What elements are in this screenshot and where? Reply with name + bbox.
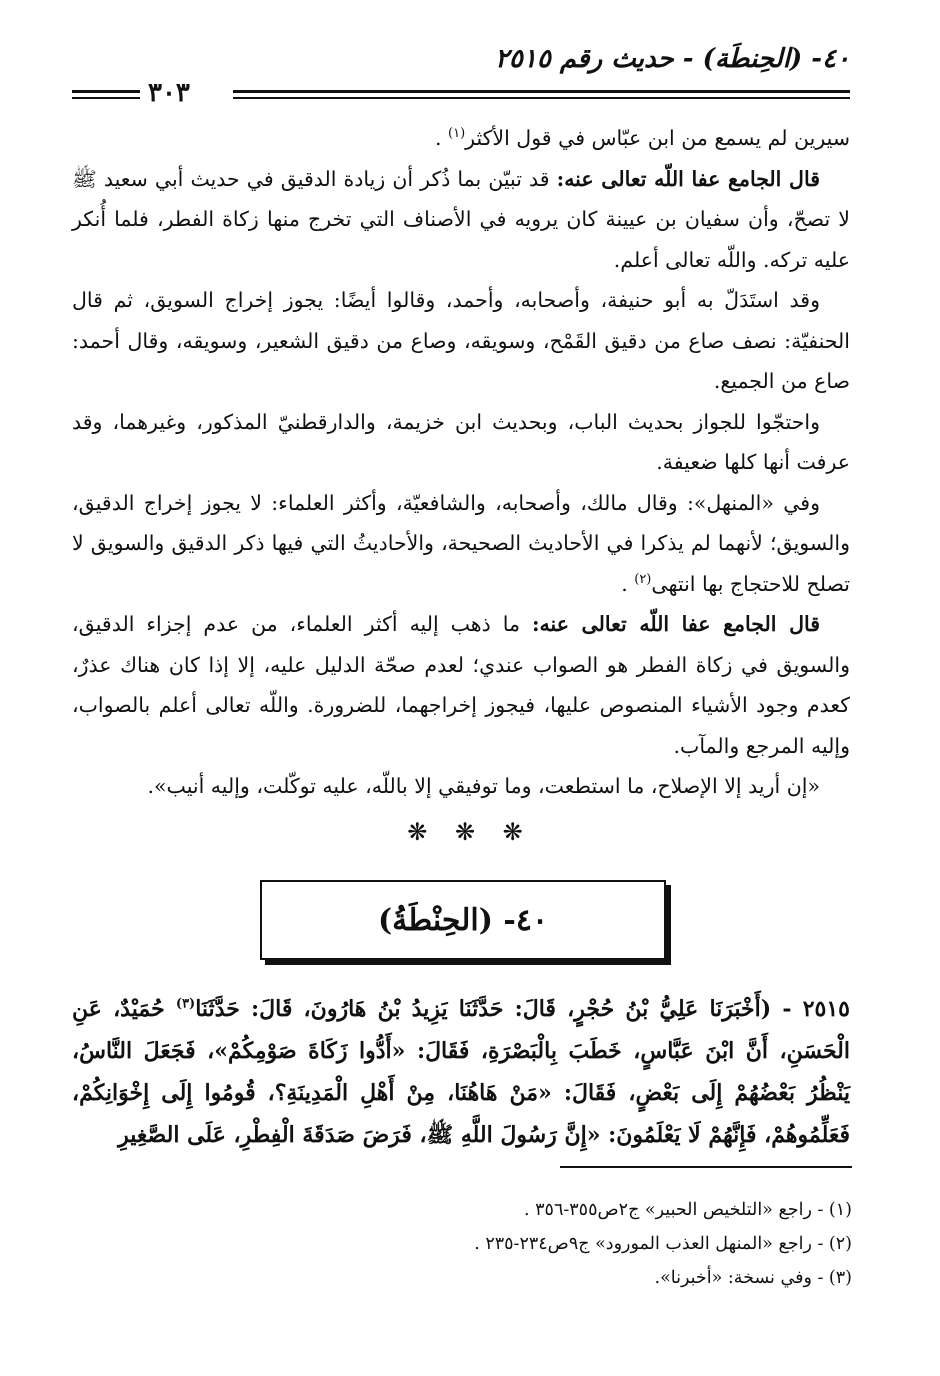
- paragraph: واحتجّوا للجواز بحديث الباب، وبحديث ابن خزيمة، والدارقطنيّ المذكور، وغيرهما، وقد عرفت أنها كلها ضعيفة.: [72, 409, 850, 474]
- author-remark-label: قال الجامع عفا اللّه تعالى عنه:: [531, 612, 821, 636]
- header-rule: [72, 97, 140, 99]
- page-number: ٣٠٣: [148, 78, 190, 108]
- footnote-item: (٣) - وفي نسخة: «أخبرنا».: [654, 1268, 852, 1288]
- chapter-title: ٤٠- (الحِنْطَةُ): [377, 902, 549, 938]
- paragraph: قال الجامع عفا اللّه تعالى عنه: ما ذهب إليه أكثر العلماء، من عدم إجزاء الدقيق، والسويق في زكاة الفطر هو الصواب عندي؛ لعدم صحّة الدليل عليه، إلا إذا كان هناك عذرٌ، كعدم وجود الأشياء المنصوص عليها، فيجوز إخراجهما، للضرورة. واللّه تعالى أعلم بالصواب، وإليه المرجع والمآب.: [72, 612, 850, 758]
- author-remark-label: قال الجامع عفا اللّه تعالى عنه:: [556, 166, 820, 191]
- footnote-ref: (١): [448, 126, 466, 142]
- header-rule: [233, 97, 850, 99]
- section-separator: ❋ ❋ ❋: [407, 818, 533, 846]
- paragraph: وفي «المنهل»: وقال مالك، وأصحابه، والشافعيّة، وأكثر العلماء: لا يجوز إخراج الدقيق، والسويق؛ لأنهما لم يذكرا في الأحاديث الصحيحة، والأحاديثُ التي فيها ذكر الدقيق والسويق لا تصلح للاحتجاج بها انتهى$^{(٢)}$ .: [72, 490, 850, 596]
- body-text: [72, 118, 850, 807]
- hadith-text: [72, 988, 850, 1156]
- paragraph: وقد استَدَلّ به أبو حنيفة، وأصحابه، وأحمد، وقالوا أيضًا: يجوز إخراج السويق، ثم قال الحنفيّة: نصف صاع من دقيق القَمْح، وسويقه، وصاع من دقيق الشعير، وسويقه، وقال أحمد: صاع من الجميع.: [72, 288, 850, 393]
- footnote-ref: (٣): [175, 996, 196, 1012]
- footnote-item: (٢) - راجع «المنهل العذب المورود» ج٩ص٢٣٤-٢٣٥ .: [474, 1234, 852, 1254]
- running-header-title: ٤٠- (الحِنطَة) - حديث رقم ٢٥١٥: [494, 44, 850, 74]
- closing-quote: «إن أريد إلا الإصلاح، ما استطعت، وما توفيقي إلا باللّه، عليه توكّلت، وإليه أنيب».: [147, 774, 820, 798]
- paragraph: سيرين لم يسمع من ابن عبّاس في قول الأكثر$^{(١)}$ .: [434, 126, 850, 150]
- footnotes: [232, 1193, 852, 1295]
- paragraph: قال الجامع عفا اللّه تعالى عنه: قد تبيّن بما ذُكر أن زيادة الدقيق في حديث أبي سعيد ﷺ لا تصحّ، وأن سفيان بن عيينة كان يرويه في الأصناف التي تخرج منها زكاة الفطر، فلما أُنكر عليه تركه. واللّه تعالى أعلم.: [72, 166, 850, 272]
- chapter-title-box: [260, 880, 666, 960]
- footnote-ref: (٢): [634, 571, 652, 587]
- header-rule: [72, 90, 140, 93]
- hadith-paragraph: ٢٥١٥ - (أَخْبَرَنَا عَلِيُّ بْنُ حُجْرٍ، قَالَ: حَدَّثَنَا يَزِيدُ بْنُ هَارُونَ، قَالَ: حَدَّثَنَا$^{(٣)}$ حُمَيْدٌ، عَنِ الْحَسَنِ، أَنَّ ابْنَ عَبَّاسٍ، خَطَبَ بِالْبَصْرَةِ، فَقَالَ: «أَدُّوا زَكَاةَ صَوْمِكُمْ»، فَجَعَلَ النَّاسُ، يَنْظُرُ بَعْضُهُمْ إِلَى بَعْضٍ، فَقَالَ: «مَنْ هَاهُنَا، مِنْ أَهْلِ الْمَدِينَةِ؟، قُومُوا إِلَى إِخْوَانِكُمْ، فَعَلِّمُوهُمْ، فَإِنَّهُمْ لَا يَعْلَمُونَ: «إِنَّ رَسُولَ اللَّهِ ﷺ، فَرَضَ صَدَقَةَ الْفِطْرِ، عَلَى الصَّغِيرِ: [72, 996, 850, 1148]
- header-rule: [233, 90, 850, 93]
- footnote-separator: [560, 1166, 852, 1168]
- footnote-item: (١) - راجع «التلخيص الحبير» ج٢ص٣٥٥-٣٥٦ .: [524, 1200, 852, 1220]
